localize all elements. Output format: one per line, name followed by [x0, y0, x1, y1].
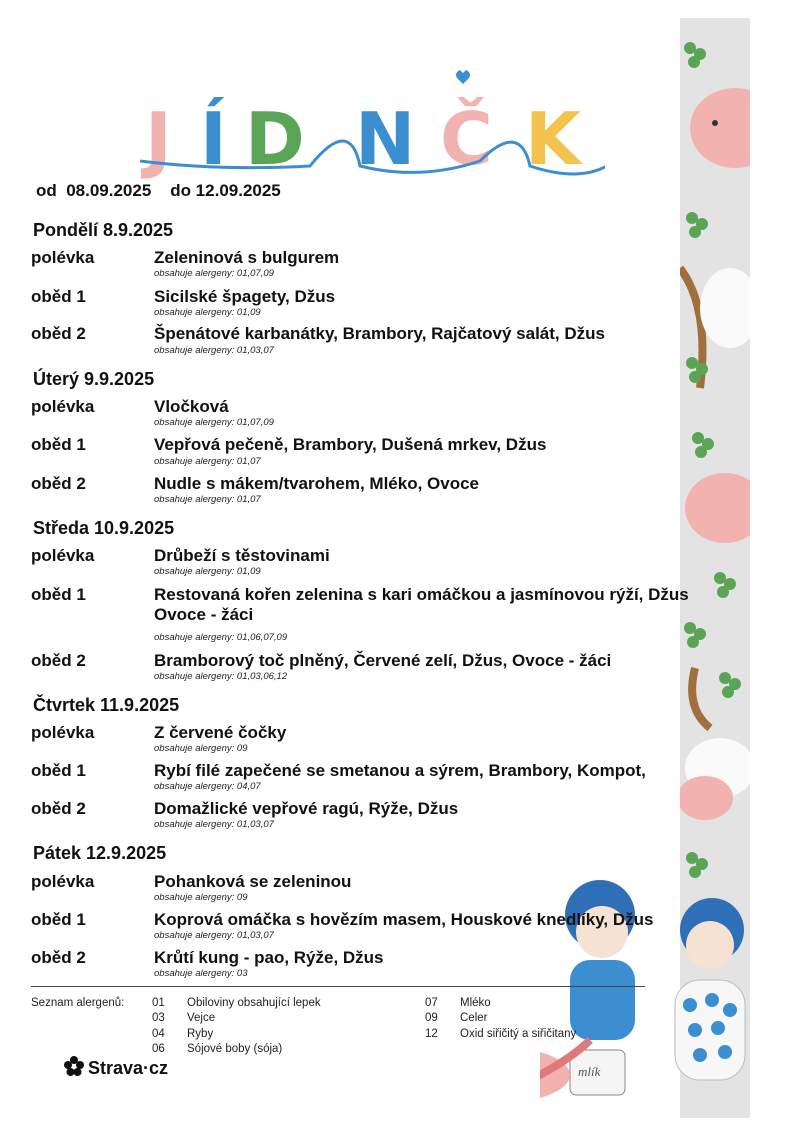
- legend-code: 04: [152, 1028, 165, 1040]
- meal-label: oběd 1: [31, 585, 86, 604]
- cup-text: mlík: [578, 1064, 601, 1079]
- meal-name: Pohanková se zeleninou: [154, 872, 352, 891]
- svg-text:N: N: [355, 97, 416, 181]
- allergen-note: obsahuje alergeny: 03: [154, 968, 248, 979]
- meal-label: oběd 2: [31, 948, 86, 967]
- meal-name: Nudle s mákem/tvarohem, Mléko, Ovoce: [154, 474, 480, 493]
- meal-label: oběd 1: [31, 761, 86, 780]
- legend-code: 01: [152, 997, 165, 1009]
- meal-label: oběd 2: [31, 474, 86, 493]
- meal-name: Zeleninová s bulgurem: [154, 248, 340, 267]
- meal-name: Vločková: [154, 397, 229, 416]
- meal-name: Drůbeží s těstovinami: [154, 546, 330, 565]
- legend-name: Sójové boby (sója): [187, 1043, 283, 1055]
- allergen-note: obsahuje alergeny: 09: [154, 892, 248, 903]
- day-title: Středa 10.9.2025: [33, 518, 175, 538]
- allergen-note: obsahuje alergeny: 01,06,07,09: [154, 632, 288, 643]
- day-title: Pondělí 8.9.2025: [33, 220, 174, 240]
- legend-code: 03: [152, 1012, 165, 1024]
- allergen-note: obsahuje alergeny: 01,03,07: [154, 930, 274, 941]
- legend-code: 07: [425, 997, 438, 1009]
- allergen-note: obsahuje alergeny: 04,07: [154, 781, 261, 792]
- meal-label: polévka: [31, 872, 95, 891]
- allergen-note: obsahuje alergeny: 01,03,07: [154, 345, 274, 356]
- meal-label: oběd 1: [31, 435, 86, 454]
- svg-text:Í: Í: [200, 97, 227, 181]
- meal-label: oběd 2: [31, 651, 86, 670]
- meal-label: polévka: [31, 248, 95, 267]
- meal-label: polévka: [31, 546, 95, 565]
- legend-divider: [31, 986, 645, 987]
- strava-flower-icon: [64, 1056, 84, 1081]
- svg-text:J: J: [145, 97, 172, 181]
- legend-name: Vejce: [187, 1012, 216, 1024]
- svg-text:D: D: [245, 97, 305, 181]
- meal-name: Sicilské špagety, Džus: [154, 287, 336, 306]
- allergen-note: obsahuje alergeny: 01,09: [154, 566, 261, 577]
- date-range: od 08.09.2025 do 12.09.2025: [36, 181, 281, 200]
- svg-text:Č: Č: [440, 97, 493, 181]
- legend-code: 09: [425, 1012, 438, 1024]
- day-title: Pátek 12.9.2025: [33, 843, 167, 863]
- allergen-note: obsahuje alergeny: 09: [154, 743, 248, 754]
- meal-name: Vepřová pečeně, Brambory, Dušená mrkev, Džus: [154, 435, 547, 454]
- meal-name: Koprová omáčka s hovězím masem, Houskové knedlíky, Džus: [154, 910, 654, 929]
- allergen-note: obsahuje alergeny: 01,03,07: [154, 819, 274, 830]
- legend-name: Ryby: [187, 1028, 214, 1040]
- jidelnicek-logo: [135, 66, 605, 191]
- meal-name: Z červené čočky: [154, 723, 287, 742]
- meal-label: polévka: [31, 723, 95, 742]
- meal-name: Rybí filé zapečené se smetanou a sýrem, Brambory, Kompot,: [154, 761, 646, 780]
- allergen-note: obsahuje alergeny: 01,07: [154, 494, 261, 505]
- meal-name: Bramborový toč plněný, Červené zelí, Džus, Ovoce - žáci: [154, 651, 612, 670]
- legend-name: Mléko: [460, 997, 491, 1009]
- legend-title: Seznam alergenů:: [31, 997, 125, 1009]
- day-title: Úterý 9.9.2025: [33, 369, 155, 389]
- meal-name: Krůtí kung - pao, Rýže, Džus: [154, 948, 384, 967]
- meal-label: polévka: [31, 397, 95, 416]
- children-illustration: [540, 870, 750, 1120]
- legend-code: 06: [152, 1043, 165, 1055]
- legend-code: 12: [425, 1028, 438, 1040]
- allergen-note: obsahuje alergeny: 01,07,09: [154, 268, 274, 279]
- strava-brand: [64, 1056, 168, 1081]
- allergen-note: obsahuje alergeny: 01,03,06,12: [154, 671, 288, 682]
- svg-text:K: K: [525, 97, 581, 181]
- meal-label: oběd 2: [31, 799, 86, 818]
- legend-name: Obiloviny obsahující lepek: [187, 997, 321, 1009]
- meal-label: oběd 2: [31, 324, 86, 343]
- brand-name: Strava·cz: [88, 1058, 169, 1078]
- legend-name: Oxid siřičitý a siřičitany: [460, 1028, 577, 1040]
- day-title: Čtvrtek 11.9.2025: [33, 695, 180, 715]
- meal-name: Domažlické vepřové ragú, Rýže, Džus: [154, 799, 459, 818]
- meal-name: Špenátové karbanátky, Brambory, Rajčatový salát, Džus: [154, 324, 605, 343]
- meal-name: Restovaná kořen zelenina s kari omáčkou a jasmínovou rýží, Džus Ovoce - žáci: [154, 585, 689, 624]
- allergen-note: obsahuje alergeny: 01,07: [154, 456, 261, 467]
- allergen-note: obsahuje alergeny: 01,07,09: [154, 417, 274, 428]
- allergen-note: obsahuje alergeny: 01,09: [154, 307, 261, 318]
- meal-label: oběd 1: [31, 287, 86, 306]
- meal-label: oběd 1: [31, 910, 86, 929]
- legend-name: Celer: [460, 1012, 488, 1024]
